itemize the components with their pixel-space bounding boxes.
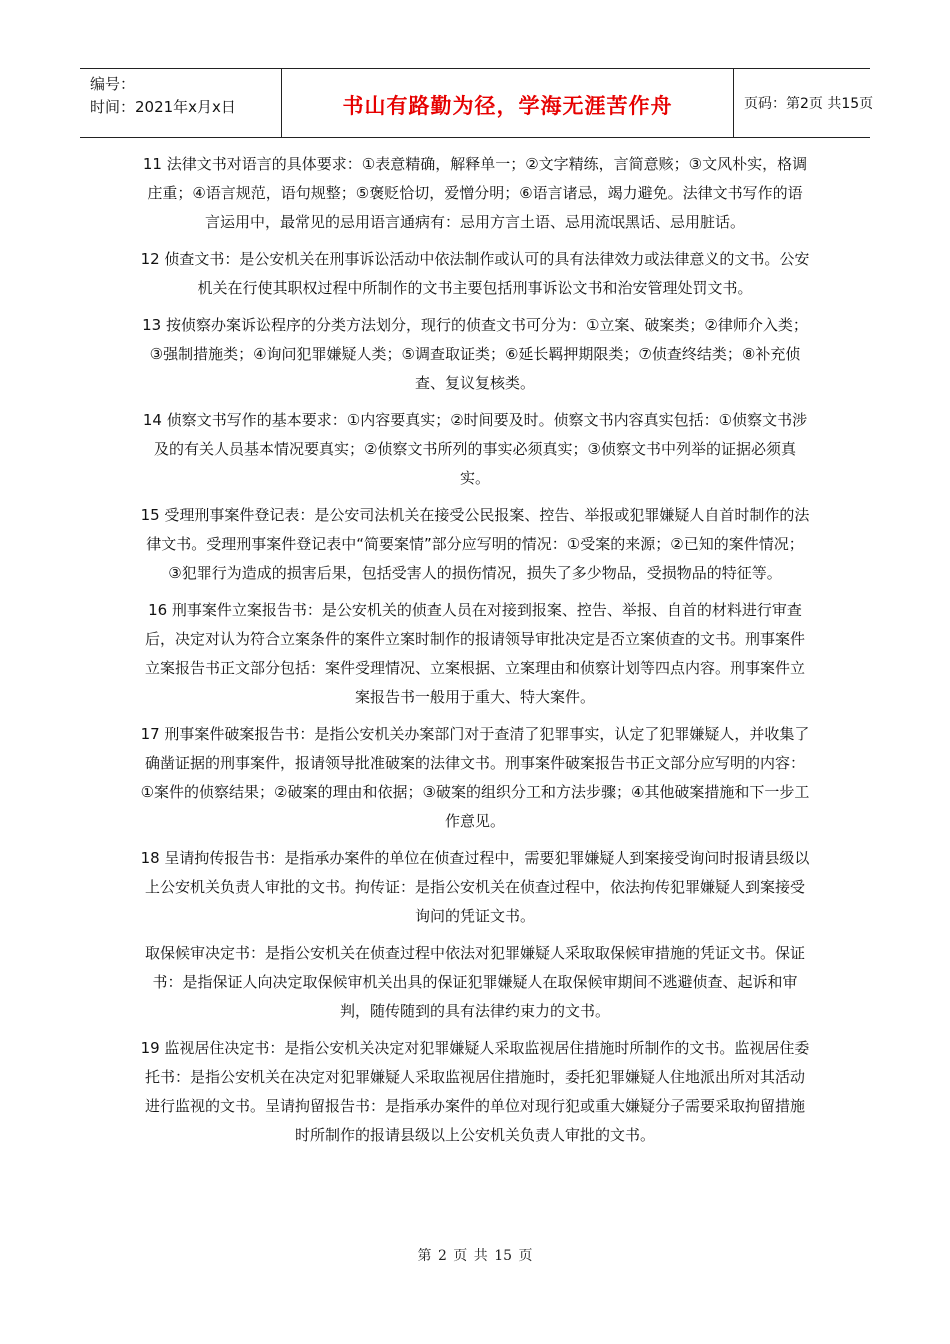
paragraph-13: 13 按侦察办案诉讼程序的分类方法划分，现行的侦查文书可分为：①立案、破案类；②律师介入类；③强制措施类；④询问犯罪嫌疑人类；⑤调查取证类；⑥延长羁押期限类；⑦侦查终结类；⑧补充侦查、复议复核类。	[142, 316, 808, 392]
paragraph-15: 15 受理刑事案件登记表：是公安司法机关在接受公民报案、控告、举报或犯罪嫌疑人自首时制作的法律文书。受理刑事案件登记表中“简要案情”部分应写明的情况：①受案的来源；②已知的案件情况；③犯罪行为造成的损害后果，包括受害人的损伤情况，损失了多少物品，受损物品的特征等。	[140, 506, 810, 582]
document-body	[140, 150, 810, 1158]
time-label: 时间：2021年x月x日	[90, 98, 236, 116]
motto-text: 书山有路勤为径，学海无涯苦作舟	[342, 94, 673, 118]
header-meta	[80, 69, 282, 137]
paragraph-14: 14 侦察文书写作的基本要求：①内容要真实；②时间要及时。侦察文书内容真实包括：①侦察文书涉及的有关人员基本情况要真实；②侦察文书所列的事实必须真实；③侦察文书中列举的证据必须真实。	[142, 411, 808, 487]
paragraph-17: 17 刑事案件破案报告书：是指公安机关办案部门对于查清了犯罪事实，认定了犯罪嫌疑人，并收集了确凿证据的刑事案件，报请领导批准破案的法律文书。刑事案件破案报告书正文部分应写明的内容：①案件的侦察结果；②破案的理由和依据；③破案的组织分工和方法步骤；④其他破案措施和下一步工作意见。	[140, 725, 810, 830]
paragraph-19: 19 监视居住决定书：是指公安机关决定对犯罪嫌疑人采取监视居住措施时所制作的文书。监视居住委托书：是指公安机关在决定对犯罪嫌疑人采取监视居住措施时，委托犯罪嫌疑人住地派出所对其活动进行监视的文书。呈请拘留报告书：是指承办案件的单位对现行犯或重大嫌疑分子需要采取拘留措施时所制作的报请县级以上公安机关负责人审批的文书。	[140, 1039, 810, 1144]
footer-page-number: 第 2 页 共 15 页	[417, 1248, 533, 1264]
paragraph-12: 12 侦查文书：是公安机关在刑事诉讼活动中依法制作或认可的具有法律效力或法律意义的文书。公安机关在行使其职权过程中所制作的文书主要包括刑事诉讼文书和治安管理处罚文书。	[140, 250, 810, 297]
page-footer	[0, 1245, 950, 1265]
paragraph-16: 16 刑事案件立案报告书：是公安机关的侦查人员在对接到报案、控告、举报、自首的材料进行审查后，决定对认为符合立案条件的案件立案时制作的报请领导审批决定是否立案侦查的文书。刑事案件立案报告书正文部分包括：案件受理情况、立案根据、立案理由和侦察计划等四点内容。刑事案件立案报告书一般用于重大、特大案件。	[144, 601, 805, 706]
page-header	[80, 68, 874, 138]
paragraph-11: 11 法律文书对语言的具体要求：①表意精确，解释单一；②文字精练，言简意赅；③文风朴实，格调庄重；④语言规范，语句规整；⑤褒贬恰切，爱憎分明；⑥语言诸忌，竭力避免。法律文书写作的语言运用中，最常见的忌用语言通病有：忌用方言土语、忌用流氓黑话、忌用脏话。	[142, 155, 808, 231]
header-motto-cell	[282, 69, 734, 137]
page-info-text: 页码：第2页 共15页	[744, 96, 874, 112]
number-label: 编号：	[90, 75, 136, 93]
paragraph-18: 18 呈请拘传报告书：是指承办案件的单位在侦查过程中，需要犯罪嫌疑人到案接受询问时报请县级以上公安机关负责人审批的文书。拘传证：是指公安机关在侦查过程中，依法拘传犯罪嫌疑人到案接受询问的凭证文书。	[140, 849, 810, 925]
paragraph-bail: 取保候审决定书：是指公安机关在侦查过程中依法对犯罪嫌疑人采取取保候审措施的凭证文书。保证书：是指保证人向决定取保候审机关出具的保证犯罪嫌疑人在取保候审期间不逃避侦查、起诉和审判，随传随到的具有法律约束力的文书。	[144, 944, 805, 1020]
header-page-info	[734, 69, 874, 137]
